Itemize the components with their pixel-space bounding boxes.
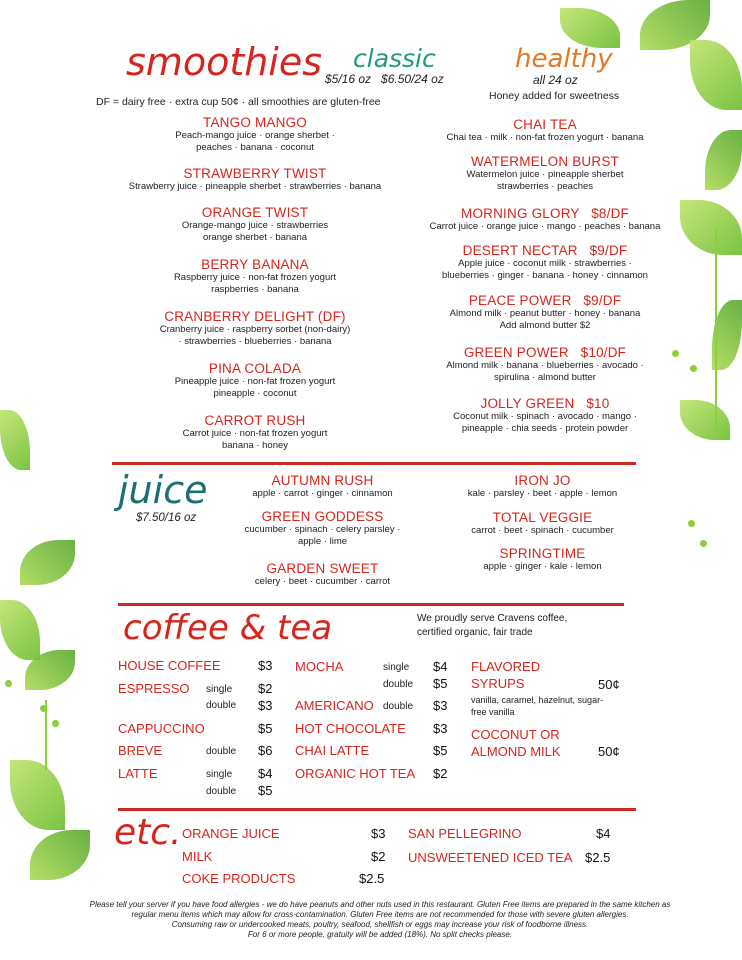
- item-name: STRAWBERRY TWIST: [183, 166, 327, 181]
- latte-single: single: [206, 769, 233, 780]
- syrups-name-2: SYRUPS: [471, 676, 525, 691]
- item-name: CHAI TEA: [513, 117, 577, 132]
- classic-smoothie-list: [95, 115, 415, 463]
- item-name: BERRY BANANA: [201, 257, 309, 272]
- mocha-double: double: [383, 679, 414, 690]
- organic-tea-price: $2: [433, 766, 448, 781]
- etc-item-price: $2.5: [359, 871, 385, 886]
- espresso-name: ESPRESSO: [118, 681, 190, 696]
- healthy-title: healthy: [515, 44, 613, 74]
- item-desc: pineapple · coconut: [213, 388, 297, 399]
- footer-line: regular menu items which may allow for cross-contamination. Gluten Free items are not recommended for those with severe gluten allergies.: [131, 910, 629, 919]
- juice-price: $7.50/16 oz: [136, 512, 197, 524]
- item-name: JOLLY GREEN $10: [480, 396, 610, 411]
- juice-title: juice: [118, 468, 208, 512]
- espresso-double-price: $3: [258, 698, 273, 713]
- menu-item: [95, 361, 415, 413]
- item-name: TANGO MANGO: [203, 115, 307, 130]
- etc-item-name: ORANGE JUICE: [182, 826, 280, 841]
- americano-price: $3: [433, 698, 448, 713]
- house-coffee-name: HOUSE COFFEE: [118, 658, 221, 673]
- item-name: CARROT RUSH: [204, 413, 306, 428]
- menu-item: [95, 166, 415, 205]
- alt-milk-name-1: COCONUT OR: [471, 727, 560, 742]
- espresso-double: double: [206, 700, 237, 711]
- item-desc: blueberries · ginger · banana · honey · cinnamon: [442, 270, 648, 281]
- menu-item: [225, 561, 420, 588]
- chai-latte-name: CHAI LATTE: [295, 743, 370, 758]
- item-name: TOTAL VEGGIE: [492, 510, 593, 525]
- house-coffee-price: $3: [258, 658, 273, 673]
- americano-name: AMERICANO: [295, 698, 374, 713]
- item-desc: Apple juice · coconut milk · strawberries ·: [458, 258, 632, 269]
- item-name: GARDEN SWEET: [266, 561, 379, 576]
- etc-item-price: $2: [371, 849, 386, 864]
- menu-item: [400, 345, 690, 396]
- menu-item: [225, 509, 420, 561]
- juice-list-right: [455, 473, 630, 573]
- chai-latte-price: $5: [433, 743, 448, 758]
- item-name: MORNING GLORY $8/DF: [461, 206, 629, 221]
- item-name: CRANBERRY DELIGHT (DF): [164, 309, 346, 324]
- syrups-price: 50¢: [598, 677, 620, 692]
- footer-line: Consuming raw or undercooked meats, poultry, seafood, shellfish or eggs may increase your risk of foodborne illness.: [171, 920, 589, 929]
- cappuccino-price: $5: [258, 721, 273, 736]
- item-desc: raspberries · banana: [211, 284, 299, 295]
- menu-item: [455, 473, 630, 510]
- item-desc: Peach-mango juice · orange sherbet ·: [175, 130, 335, 141]
- section-divider: [118, 603, 624, 606]
- coffee-title: coffee & tea: [123, 608, 333, 648]
- item-desc: banana · honey: [221, 440, 289, 451]
- menu-item: [400, 396, 690, 446]
- breve-size: double: [206, 746, 237, 757]
- item-desc: orange sherbet · banana: [202, 232, 308, 243]
- classic-title: classic: [353, 44, 436, 73]
- alt-milk-price: 50¢: [598, 744, 620, 759]
- item-desc: Carrot juice · orange juice · mango · peaches · banana: [429, 221, 661, 232]
- item-desc: Almond milk · banana · blueberries · avocado ·: [446, 360, 644, 371]
- cappuccino-name: CAPPUCCINO: [118, 721, 205, 736]
- coffee-note-2: certified organic, fair trade: [417, 627, 533, 638]
- etc-item-name: UNSWEETENED ICED TEA: [408, 850, 573, 865]
- latte-double: double: [206, 786, 237, 797]
- smoothies-title: smoothies: [126, 40, 323, 84]
- item-name: PEACE POWER $9/DF: [468, 293, 622, 308]
- item-name: IRON JO: [514, 473, 571, 488]
- item-desc: apple · lime: [297, 536, 348, 547]
- section-divider: [112, 462, 636, 465]
- item-desc: kale · parsley · beet · apple · lemon: [467, 488, 618, 499]
- juice-list-left: [225, 473, 420, 588]
- item-name: SPRINGTIME: [499, 546, 586, 561]
- breve-name: BREVE: [118, 743, 163, 758]
- item-desc: Coconut milk · spinach · avocado · mango ·: [453, 411, 637, 422]
- item-desc: · strawberries · blueberries · banana: [178, 336, 332, 347]
- item-name: WATERMELON BURST: [471, 154, 619, 169]
- breve-price: $6: [258, 743, 273, 758]
- menu-item: [95, 413, 415, 463]
- footer-line: Please tell your server if you have food allergies - we do have peanuts and other nuts used in this restaurant. Gluten Free items are prepared in the same kitchen as: [89, 900, 671, 909]
- item-name: AUTUMN RUSH: [271, 473, 374, 488]
- espresso-single: single: [206, 684, 233, 695]
- item-name: GREEN GODDESS: [261, 509, 384, 524]
- item-name: ORANGE TWIST: [201, 205, 309, 220]
- menu-item: [400, 243, 690, 293]
- section-divider: [118, 808, 636, 811]
- classic-prices: $5/16 oz $6.50/24 oz: [325, 72, 444, 86]
- etc-item-price: $2.5: [585, 850, 611, 865]
- item-desc: cucumber · spinach · celery parsley ·: [244, 524, 401, 535]
- hot-chocolate-name: HOT CHOCOLATE: [295, 721, 406, 736]
- mocha-double-price: $5: [433, 676, 448, 691]
- item-desc: Chai tea · milk · non-fat frozen yogurt · banana: [446, 132, 644, 143]
- item-desc: pineapple · chia seeds · protein powder: [461, 423, 629, 434]
- item-desc: spirulina · almond butter: [494, 372, 596, 383]
- menu-item: [455, 510, 630, 546]
- item-desc: Pineapple juice · non-fat frozen yogurt: [174, 376, 336, 387]
- smoothies-legend: DF = dairy free · extra cup 50¢ · all smoothies are gluten-free: [96, 96, 381, 108]
- latte-double-price: $5: [258, 783, 273, 798]
- item-desc: apple · carrot · ginger · cinnamon: [252, 488, 393, 499]
- syrups-desc-1: vanilla, caramel, hazelnut, sugar-: [471, 695, 604, 705]
- etc-item-price: $4: [596, 826, 611, 841]
- organic-tea-name: ORGANIC HOT TEA: [295, 766, 416, 781]
- menu-item: [400, 117, 690, 154]
- etc-title: etc.: [114, 812, 182, 853]
- espresso-single-price: $2: [258, 681, 273, 696]
- item-desc: Add almond butter $2: [499, 320, 591, 331]
- item-name: DESERT NECTAR $9/DF: [462, 243, 628, 258]
- menu-item: [95, 309, 415, 361]
- item-desc: celery · beet · cucumber · carrot: [254, 576, 391, 587]
- item-desc: peaches · banana · coconut: [196, 142, 314, 153]
- item-desc: Carrot juice · non-fat frozen yogurt: [182, 428, 328, 439]
- mocha-single: single: [383, 662, 410, 673]
- item-desc: Orange-mango juice · strawberries: [181, 220, 329, 231]
- latte-name: LATTE: [118, 766, 158, 781]
- item-desc: Cranberry juice · raspberry sorbet (non-dairy): [159, 324, 351, 335]
- mocha-name: MOCHA: [295, 659, 344, 674]
- healthy-note: Honey added for sweetness: [489, 90, 620, 102]
- item-desc: Raspberry juice · non-fat frozen yogurt: [173, 272, 337, 283]
- item-desc: apple · ginger · kale · lemon: [483, 561, 602, 572]
- latte-single-price: $4: [258, 766, 273, 781]
- etc-item-price: $3: [371, 826, 386, 841]
- healthy-smoothie-list: [400, 117, 690, 446]
- syrups-desc-2: free vanilla: [471, 707, 515, 717]
- menu-item: [225, 473, 420, 509]
- item-desc: Almond milk · peanut butter · honey · banana: [449, 308, 641, 319]
- item-desc: carrot · beet · spinach · cucumber: [471, 525, 614, 536]
- item-name: PINA COLADA: [208, 361, 302, 376]
- menu-item: [95, 205, 415, 257]
- menu-item: [95, 115, 415, 166]
- etc-item-name: COKE PRODUCTS: [182, 871, 296, 886]
- menu-item: [400, 293, 690, 345]
- alt-milk-name-2: ALMOND MILK: [471, 744, 561, 759]
- item-desc: Watermelon juice · pineapple sherbet: [466, 169, 624, 180]
- footer-line: For 6 or more people, gratuity will be added (18%). No split checks please.: [247, 930, 513, 939]
- mocha-single-price: $4: [433, 659, 448, 674]
- menu-item: [455, 546, 630, 573]
- etc-item-name: SAN PELLEGRINO: [408, 826, 522, 841]
- item-desc: strawberries · peaches: [496, 181, 594, 192]
- hot-chocolate-price: $3: [433, 721, 448, 736]
- etc-item-name: MILK: [182, 849, 213, 864]
- syrups-name-1: FLAVORED: [471, 659, 541, 674]
- item-desc: Strawberry juice · pineapple sherbet · strawberries · banana: [128, 181, 382, 192]
- coffee-note-1: We proudly serve Cravens coffee,: [417, 613, 568, 624]
- allergy-footer: [80, 900, 680, 940]
- menu-item: [400, 206, 690, 243]
- menu-item: [400, 154, 690, 206]
- americano-size: double: [383, 701, 414, 712]
- healthy-size: all 24 oz: [533, 73, 578, 87]
- menu-item: [95, 257, 415, 309]
- item-name: GREEN POWER $10/DF: [463, 345, 627, 360]
